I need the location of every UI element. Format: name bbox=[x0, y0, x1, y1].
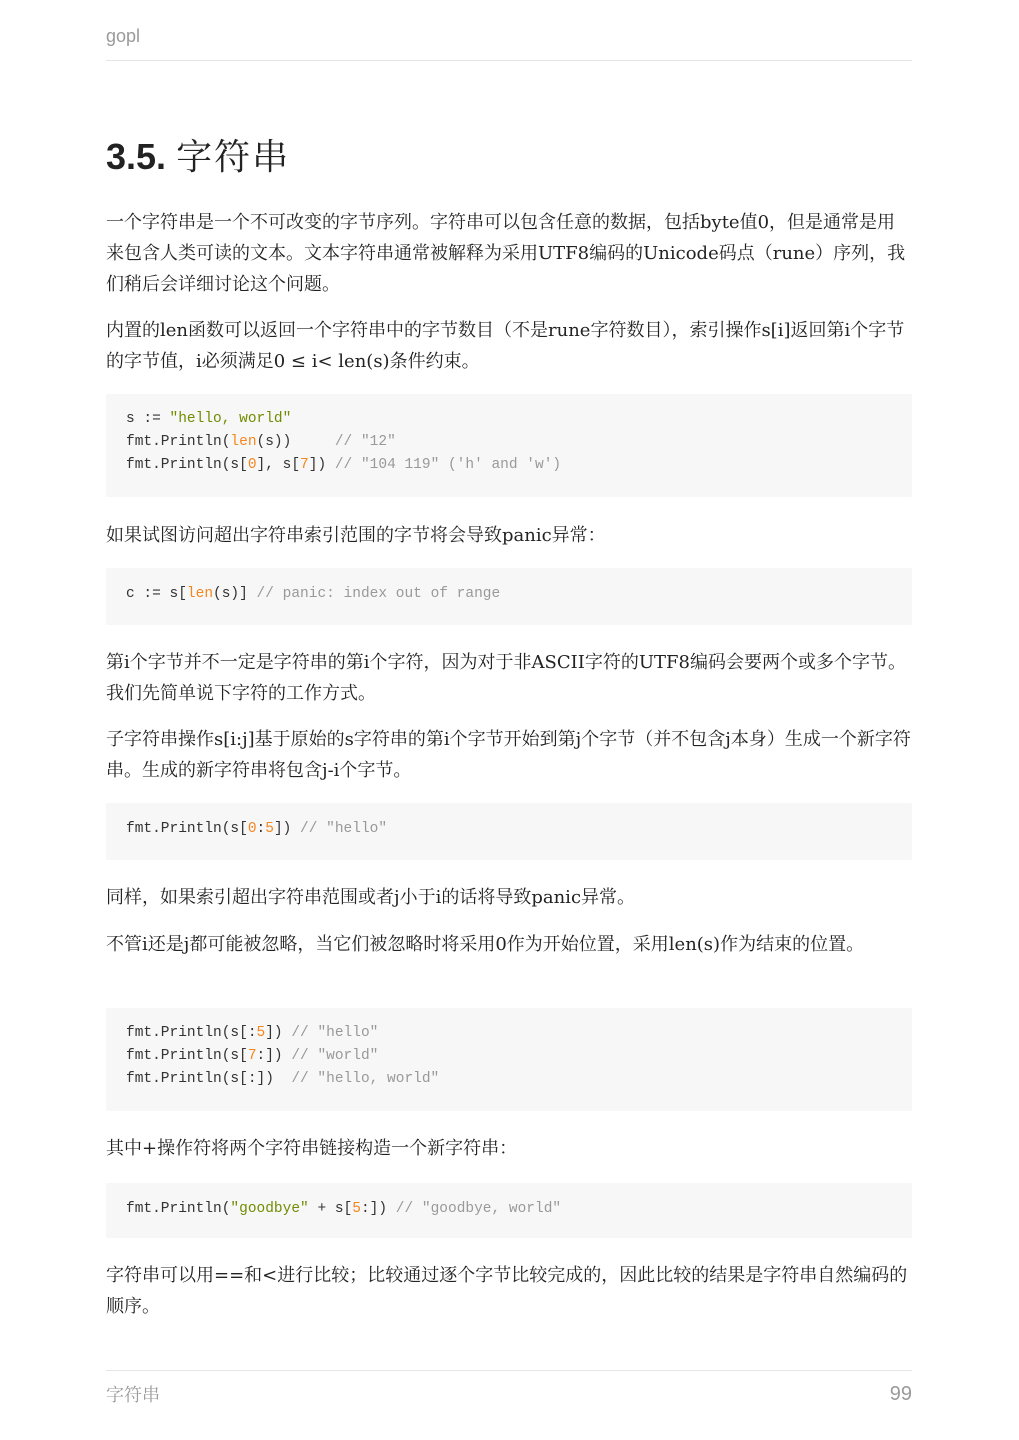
footer-chapter: 字符串 bbox=[106, 1385, 160, 1406]
paragraph-2: 内置的len函数可以返回一个字符串中的字节数目（不是rune字符数目），索引操作s[i]返回第i个字节的字节值，i必须满足0 ≤ i< len(s)条件约束。 bbox=[106, 320, 905, 372]
page-header bbox=[106, 22, 912, 61]
code-line: fmt.Println(s[7:]) // "world" bbox=[126, 1048, 379, 1064]
code-line: s := "hello, world" bbox=[126, 411, 292, 427]
book-title: gopl bbox=[106, 26, 141, 46]
page-number: 99 bbox=[889, 1383, 912, 1405]
paragraph-3: 如果试图访问超出字符串索引范围的字节将会导致panic异常： bbox=[106, 525, 606, 546]
section-number: 3.5. bbox=[106, 136, 167, 177]
paragraph-9: 字符串可以用==和<进行比较；比较通过逐个字节比较完成的，因此比较的结果是字符串自然编码的顺序。 bbox=[106, 1265, 908, 1317]
section-title: 字符串 bbox=[176, 137, 291, 178]
page-footer bbox=[106, 1370, 912, 1411]
code-line: fmt.Println(s[:]) // "hello, world" bbox=[126, 1071, 440, 1087]
code-block-5 bbox=[106, 1183, 912, 1238]
code-block-3 bbox=[106, 803, 912, 860]
code-line: fmt.Println("goodbye" + s[5:]) // "goodbye, world" bbox=[126, 1201, 562, 1217]
paragraph-8: 其中+操作符将两个字符串链接构造一个新字符串： bbox=[106, 1138, 518, 1159]
paragraph-4: 第i个字节并不一定是字符串的第i个字符，因为对于非ASCII字符的UTF8编码会要两个或多个字节。我们先简单说下字符的工作方式。 bbox=[106, 652, 906, 704]
code-block-4 bbox=[106, 1008, 912, 1111]
code-line: fmt.Println(len(s)) // "12" bbox=[126, 434, 396, 450]
paragraph-7: 不管i还是j都可能被忽略，当它们被忽略时将采用0作为开始位置，采用len(s)作为结束的位置。 bbox=[106, 934, 865, 955]
code-block-2 bbox=[106, 568, 912, 625]
code-line: fmt.Println(s[0], s[7]) // "104 119" ('h' and 'w') bbox=[126, 457, 562, 473]
paragraph-6: 同样，如果索引超出字符串范围或者j小于i的话将导致panic异常。 bbox=[106, 887, 636, 908]
paragraph-5: 子字符串操作s[i:j]基于原始的s字符串的第i个字节开始到第j个字节（并不包含j本身）生成一个新字符串。生成的新字符串将包含j-i个字节。 bbox=[106, 729, 911, 781]
code-line: c := s[len(s)] // panic: index out of range bbox=[126, 586, 501, 602]
code-line: fmt.Println(s[:5]) // "hello" bbox=[126, 1025, 379, 1041]
code-block-1 bbox=[106, 394, 912, 497]
code-line: fmt.Println(s[0:5]) // "hello" bbox=[126, 821, 388, 837]
section-heading bbox=[106, 133, 290, 182]
paragraph-1: 一个字符串是一个不可改变的字节序列。字符串可以包含任意的数据，包括byte值0，但是通常是用来包含人类可读的文本。文本字符串通常被解释为采用UTF8编码的Unicode码点（rune）序列，我们稍后会详细讨论这个问题。 bbox=[106, 212, 906, 295]
